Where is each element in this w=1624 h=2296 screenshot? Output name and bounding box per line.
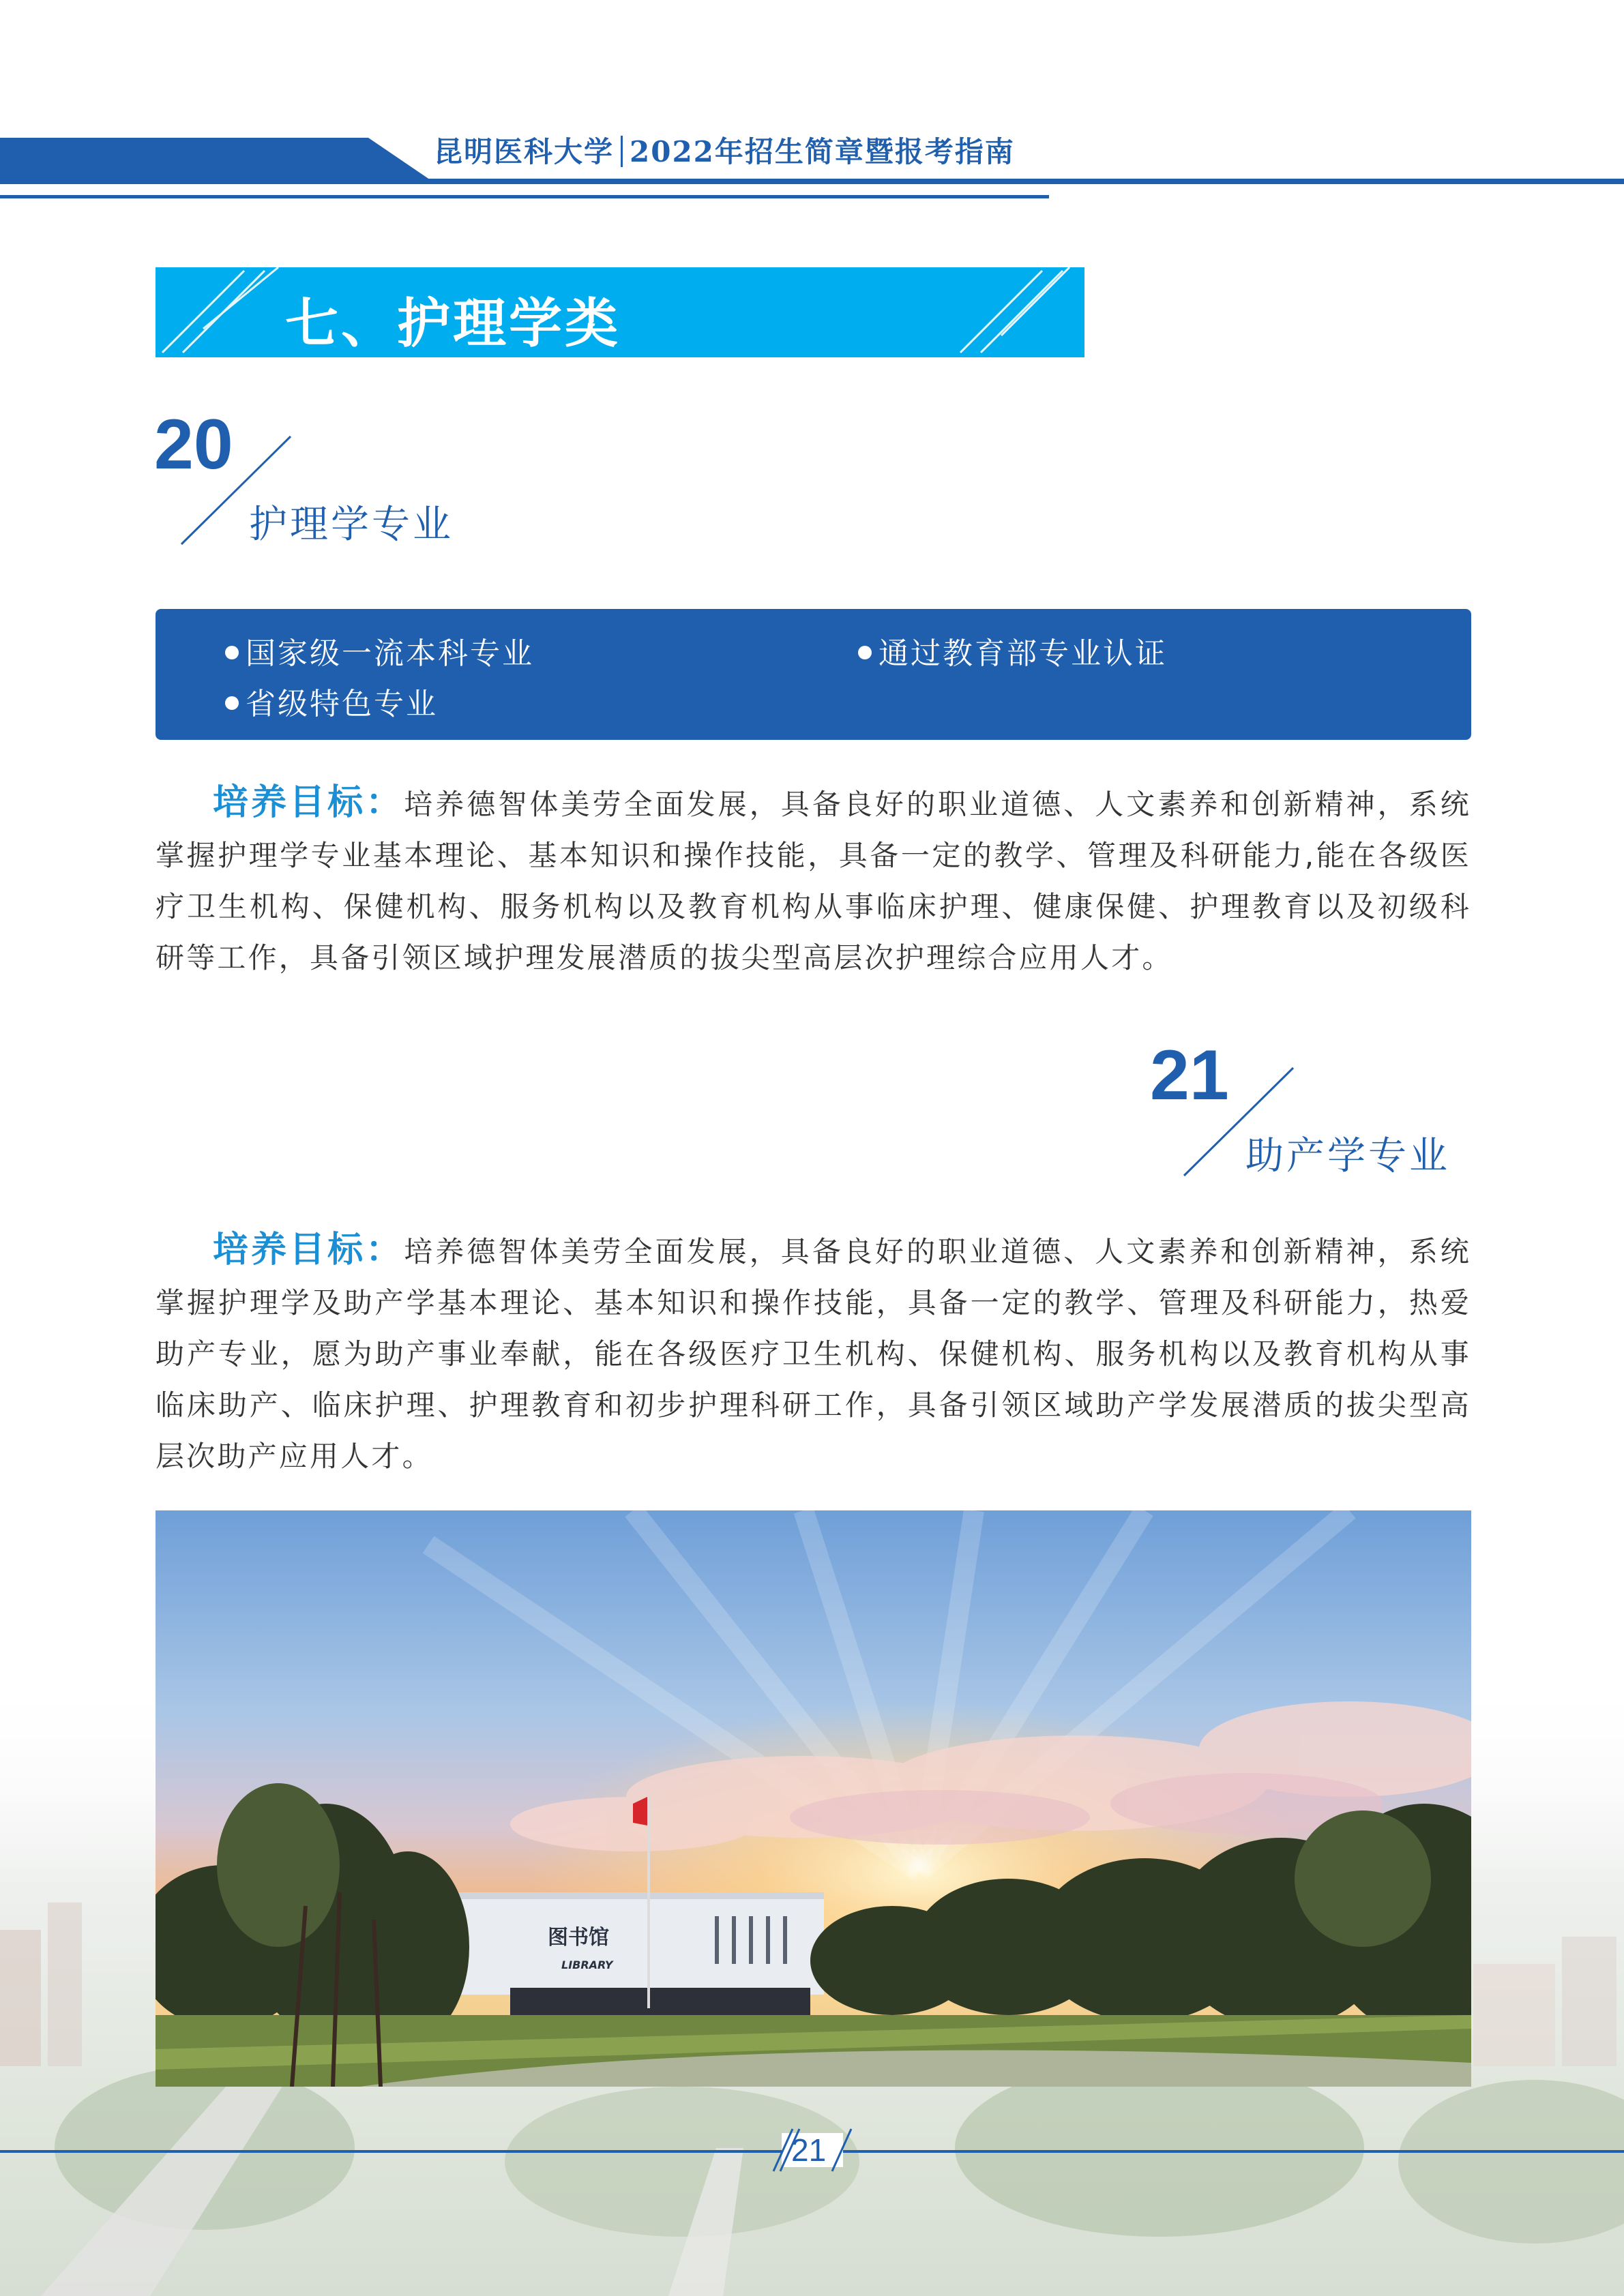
- training-goal-paragraph: [156, 777, 1471, 983]
- major-name: 助产学专业: [1245, 1134, 1450, 1178]
- bullet-icon: [225, 696, 239, 710]
- goal-text: 培养德智体美劳全面发展，具备良好的职业道德、人文素养和创新精神，系统掌握护理学及助产学基本理论、基本知识和操作技能，具备一定的教学、管理及科研能力，热爱助产专业，愿为助产事业奉献，能在各级医疗卫生机构、保健机构、服务机构以及教育机构从事临床助产、临床护理、护理教育和初步护理科研工作，具备引领区域助产学发展潜质的拔尖型高层次助产应用人才。: [156, 1235, 1471, 1473]
- section-title: 七、护理学类: [285, 293, 621, 355]
- header-rule: [423, 179, 1624, 184]
- training-goal-paragraph: [156, 1225, 1471, 1482]
- feature-label: 省级特色专业: [246, 687, 438, 721]
- major-number: 20: [154, 405, 233, 484]
- header-thin-rule: [0, 195, 1049, 198]
- goal-label: 培养目标：: [213, 782, 404, 823]
- university-name: 昆明医科大学: [434, 135, 615, 168]
- bullet-icon: [225, 646, 239, 659]
- header-separator: [621, 136, 623, 167]
- goal-text: 培养德智体美劳全面发展，具备良好的职业道德、人文素养和创新精神，系统掌握护理学专业基本理论、基本知识和操作技能，具备一定的教学、管理及科研能力,能在各级医疗卫生机构、保健机构、服务机构以及教育机构从事临床护理、健康保健、护理教育以及初级科研等工作，具备引领区域护理发展潜质的拔尖型高层次护理综合应用人才。: [156, 788, 1471, 974]
- header-accent-bar: [0, 138, 437, 184]
- feature-label: 通过教育部专业认证: [879, 636, 1167, 671]
- goal-label: 培养目标：: [213, 1229, 404, 1270]
- feature-item: [858, 636, 1167, 671]
- header-title: [434, 130, 1015, 170]
- page-number: 21: [791, 2132, 827, 2168]
- feature-item: [225, 689, 438, 719]
- feature-label: 国家级一流本科专业: [246, 636, 534, 671]
- feature-item: [225, 636, 534, 671]
- guide-title: 2022年招生简章暨报考指南: [630, 135, 1015, 168]
- major-name: 护理学专业: [249, 503, 454, 547]
- library-photo: [156, 1510, 1471, 2087]
- library-sign-en: LIBRARY: [561, 1958, 613, 1971]
- library-sign: 图书馆: [548, 1926, 609, 1950]
- page-number-badge: [768, 2126, 857, 2174]
- feature-box: [156, 609, 1471, 740]
- major-number: 21: [1150, 1036, 1229, 1115]
- section-banner: [156, 267, 1084, 357]
- bullet-icon: [858, 646, 872, 659]
